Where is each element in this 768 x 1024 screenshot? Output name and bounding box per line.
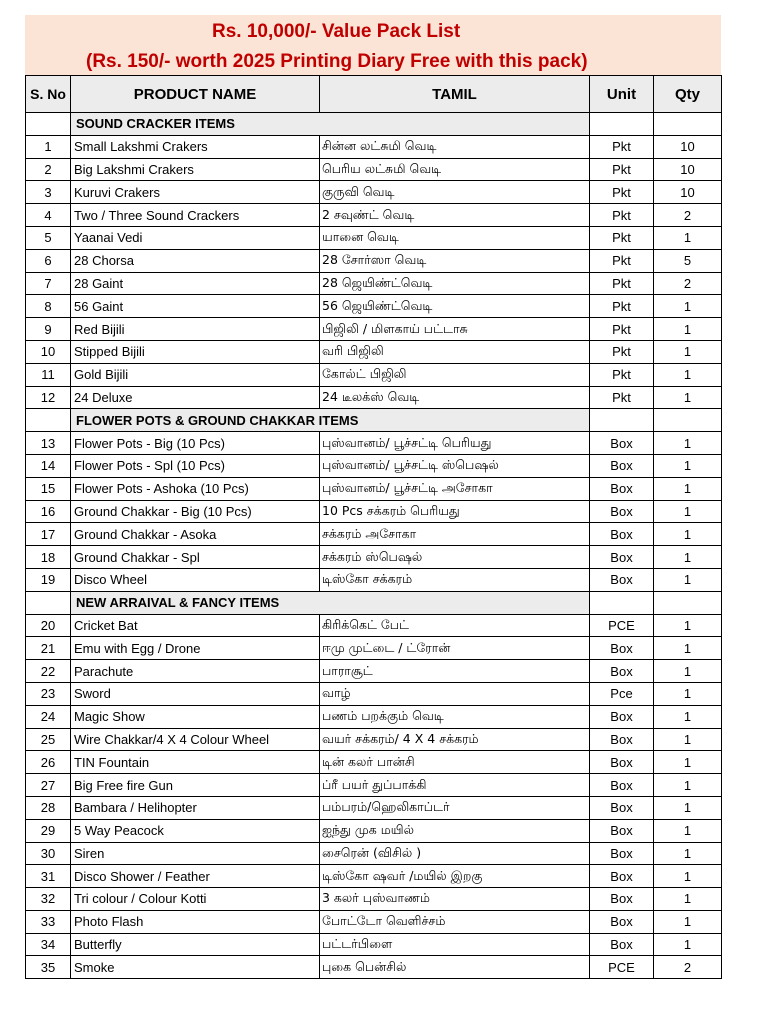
row-tamil-name: டிஸ்கோ சக்கரம் [320,568,590,591]
row-unit: Box [590,865,654,888]
row-tamil-name: டிஸ்கோ ஷவர் /மயில் இறகு [320,865,590,888]
row-qty: 1 [654,318,722,341]
row-product-name: Cricket Bat [71,614,320,637]
table-row [26,888,722,911]
row-tamil-name: ஐந்து முக மயில் [320,819,590,842]
row-product-name: 28 Chorsa [71,249,320,272]
row-qty: 5 [654,249,722,272]
row-product-name: Magic Show [71,705,320,728]
row-unit: Pce [590,682,654,705]
row-product-name: Yaanai Vedi [71,226,320,249]
section-title: FLOWER POTS & GROUND CHAKKAR ITEMS [71,409,590,432]
table-row [26,295,722,318]
column-header-unit: Unit [590,76,654,113]
table-row [26,272,722,295]
row-unit: Box [590,705,654,728]
row-product-name: Sword [71,682,320,705]
row-sno: 8 [26,295,71,318]
row-sno: 12 [26,386,71,409]
row-sno: 4 [26,204,71,227]
row-unit: Box [590,568,654,591]
table-row [26,910,722,933]
table-row [26,614,722,637]
table-row [26,204,722,227]
row-tamil-name: யானை வெடி [320,226,590,249]
row-unit: Pkt [590,386,654,409]
row-sno: 25 [26,728,71,751]
row-tamil-name: சின்ன லட்சுமி வெடி [320,135,590,158]
row-unit: Pkt [590,204,654,227]
row-tamil-name: வயர் சக்கரம்/ 4 X 4 சக்கரம் [320,728,590,751]
row-tamil-name: புஸ்வானம்/ பூச்சட்டி அசோகா [320,477,590,500]
row-product-name: Emu with Egg / Drone [71,637,320,660]
row-product-name: Kuruvi Crakers [71,181,320,204]
table-row [26,386,722,409]
row-tamil-name: சக்கரம் அசோகா [320,523,590,546]
row-qty: 10 [654,158,722,181]
table-row [26,796,722,819]
row-unit: Box [590,933,654,956]
row-sno: 34 [26,933,71,956]
row-tamil-name: 28 சோர்ஸா வெடி [320,249,590,272]
row-unit: Box [590,546,654,569]
table-row [26,660,722,683]
section-row [26,591,722,614]
row-unit: Pkt [590,363,654,386]
row-sno: 21 [26,637,71,660]
row-tamil-name: பம்பரம்/ஹெலிகாப்டர் [320,796,590,819]
row-qty: 1 [654,933,722,956]
row-qty: 1 [654,226,722,249]
row-sno: 30 [26,842,71,865]
page-subtitle: (Rs. 150/- worth 2025 Printing Diary Free with this pack) [86,51,588,72]
row-sno: 1 [26,135,71,158]
row-product-name: Disco Wheel [71,568,320,591]
row-qty: 1 [654,888,722,911]
table-row [26,226,722,249]
table-row [26,774,722,797]
row-sno: 19 [26,568,71,591]
row-sno: 33 [26,910,71,933]
row-product-name: Disco Shower / Feather [71,865,320,888]
row-sno: 22 [26,660,71,683]
row-product-name: Big Free fire Gun [71,774,320,797]
row-qty: 1 [654,363,722,386]
row-unit: Pkt [590,135,654,158]
row-product-name: Big Lakshmi Crakers [71,158,320,181]
row-product-name: Flower Pots - Big (10 Pcs) [71,432,320,455]
row-unit: Box [590,728,654,751]
row-unit: Box [590,774,654,797]
row-product-name: Photo Flash [71,910,320,933]
row-sno: 26 [26,751,71,774]
row-tamil-name: சக்கரம் ஸ்பெஷல் [320,546,590,569]
row-unit: Box [590,660,654,683]
row-sno: 18 [26,546,71,569]
row-qty: 1 [654,454,722,477]
row-sno: 20 [26,614,71,637]
row-qty: 1 [654,614,722,637]
row-tamil-name: 28 ஜெயிண்ட்வெடி [320,272,590,295]
row-unit: Pkt [590,226,654,249]
row-tamil-name: புஸ்வானம்/ பூச்சட்டி ஸ்பெஷல் [320,454,590,477]
row-tamil-name: சைரென் (விசில் ) [320,842,590,865]
row-tamil-name: வாழ் [320,682,590,705]
page-header [25,15,721,75]
row-tamil-name: பணம் பறக்கும் வெடி [320,705,590,728]
row-qty: 1 [654,432,722,455]
row-product-name: Ground Chakkar - Asoka [71,523,320,546]
row-tamil-name: 56 ஜெயிண்ட்வெடி [320,295,590,318]
row-unit: Box [590,842,654,865]
table-row [26,865,722,888]
row-sno: 7 [26,272,71,295]
table-row [26,956,722,979]
row-tamil-name: குருவி வெடி [320,181,590,204]
table-row [26,568,722,591]
row-unit: Box [590,910,654,933]
section-unit-cell [590,591,654,614]
section-row [26,113,722,136]
table-row [26,933,722,956]
row-sno: 24 [26,705,71,728]
row-unit: Pkt [590,272,654,295]
column-header-product: PRODUCT NAME [71,76,320,113]
row-product-name: 24 Deluxe [71,386,320,409]
price-list-sheet [25,15,721,979]
row-sno: 31 [26,865,71,888]
row-sno: 35 [26,956,71,979]
row-unit: Pkt [590,158,654,181]
row-sno: 29 [26,819,71,842]
row-qty: 10 [654,135,722,158]
row-product-name: Siren [71,842,320,865]
row-qty: 1 [654,637,722,660]
row-qty: 2 [654,272,722,295]
row-qty: 1 [654,477,722,500]
table-header-row [26,76,722,113]
row-product-name: Ground Chakkar - Spl [71,546,320,569]
table-row [26,682,722,705]
row-product-name: Parachute [71,660,320,683]
row-sno: 5 [26,226,71,249]
row-unit: Box [590,637,654,660]
section-unit-cell [590,409,654,432]
row-tamil-name: புஸ்வானம்/ பூச்சட்டி பெரியது [320,432,590,455]
row-sno: 15 [26,477,71,500]
row-qty: 1 [654,819,722,842]
row-unit: Box [590,500,654,523]
row-qty: 1 [654,865,722,888]
row-qty: 1 [654,774,722,797]
row-unit: Pkt [590,295,654,318]
row-product-name: Small Lakshmi Crakers [71,135,320,158]
row-qty: 1 [654,705,722,728]
section-unit-cell [590,113,654,136]
row-qty: 2 [654,204,722,227]
row-product-name: Red Bijili [71,318,320,341]
row-unit: Box [590,454,654,477]
row-sno: 10 [26,340,71,363]
row-unit: Box [590,477,654,500]
row-unit: Box [590,751,654,774]
row-qty: 1 [654,910,722,933]
section-row [26,409,722,432]
table-row [26,705,722,728]
row-sno: 9 [26,318,71,341]
table-row [26,432,722,455]
row-tamil-name: புகை பென்சில் [320,956,590,979]
table-row [26,477,722,500]
column-header-sno: S. No [26,76,71,113]
row-tamil-name: போட்டோ வெளிச்சம் [320,910,590,933]
row-sno: 16 [26,500,71,523]
row-qty: 1 [654,386,722,409]
row-tamil-name: ப்ரீ பயர் துப்பாக்கி [320,774,590,797]
row-unit: Box [590,523,654,546]
row-qty: 1 [654,546,722,569]
row-sno: 27 [26,774,71,797]
row-product-name: Wire Chakkar/4 X 4 Colour Wheel [71,728,320,751]
section-title: SOUND CRACKER ITEMS [71,113,590,136]
section-qty-cell [654,113,722,136]
section-sno-cell [26,591,71,614]
section-qty-cell [654,591,722,614]
row-unit: Box [590,888,654,911]
row-unit: Box [590,432,654,455]
row-product-name: 56 Gaint [71,295,320,318]
section-qty-cell [654,409,722,432]
row-qty: 10 [654,181,722,204]
row-product-name: Smoke [71,956,320,979]
row-qty: 1 [654,682,722,705]
row-product-name: TIN Fountain [71,751,320,774]
table-row [26,135,722,158]
row-sno: 6 [26,249,71,272]
table-row [26,751,722,774]
row-sno: 13 [26,432,71,455]
table-row [26,340,722,363]
row-tamil-name: 10 Pcs சக்கரம் பெரியது [320,500,590,523]
row-product-name: Ground Chakkar - Big (10 Pcs) [71,500,320,523]
row-unit: Box [590,819,654,842]
row-product-name: Gold Bijili [71,363,320,386]
table-row [26,158,722,181]
row-qty: 1 [654,842,722,865]
row-sno: 28 [26,796,71,819]
section-sno-cell [26,113,71,136]
row-qty: 1 [654,751,722,774]
row-sno: 17 [26,523,71,546]
row-tamil-name: பாராசூட் [320,660,590,683]
row-tamil-name: 2 சவுண்ட் வெடி [320,204,590,227]
table-row [26,523,722,546]
table-row [26,318,722,341]
row-product-name: Flower Pots - Spl (10 Pcs) [71,454,320,477]
row-product-name: 5 Way Peacock [71,819,320,842]
row-sno: 23 [26,682,71,705]
table-body [26,113,722,979]
row-tamil-name: வரி பிஜிலி [320,340,590,363]
table-row [26,500,722,523]
row-unit: PCE [590,956,654,979]
row-unit: Pkt [590,318,654,341]
column-header-tamil: TAMIL [320,76,590,113]
row-product-name: Bambara / Helihopter [71,796,320,819]
row-tamil-name: 24 டீலக்ஸ் வெடி [320,386,590,409]
table-row [26,363,722,386]
row-product-name: Butterfly [71,933,320,956]
row-sno: 11 [26,363,71,386]
row-qty: 1 [654,660,722,683]
row-product-name: Two / Three Sound Crackers [71,204,320,227]
row-tamil-name: 3 கலர் புஸ்வாணம் [320,888,590,911]
row-tamil-name: பிஜிலி / மிளகாய் பட்டாசு [320,318,590,341]
row-sno: 3 [26,181,71,204]
table-row [26,249,722,272]
row-sno: 32 [26,888,71,911]
row-unit: Pkt [590,249,654,272]
table-row [26,842,722,865]
row-tamil-name: ஈமு முட்டை / ட்ரோன் [320,637,590,660]
row-sno: 2 [26,158,71,181]
row-qty: 1 [654,340,722,363]
page-title: Rs. 10,000/- Value Pack List [212,21,461,42]
table-row [26,181,722,204]
row-product-name: Flower Pots - Ashoka (10 Pcs) [71,477,320,500]
row-unit: Pkt [590,340,654,363]
row-unit: PCE [590,614,654,637]
column-header-qty: Qty [654,76,722,113]
row-tamil-name: பெரிய லட்சுமி வெடி [320,158,590,181]
row-unit: Pkt [590,181,654,204]
row-qty: 1 [654,500,722,523]
row-tamil-name: கிரிக்கெட் பேட் [320,614,590,637]
row-qty: 1 [654,728,722,751]
row-qty: 1 [654,523,722,546]
table-row [26,546,722,569]
section-title: NEW ARRAIVAL & FANCY ITEMS [71,591,590,614]
row-tamil-name: பட்டர்பிளை [320,933,590,956]
product-table [25,75,722,979]
section-sno-cell [26,409,71,432]
row-product-name: Stipped Bijili [71,340,320,363]
row-qty: 1 [654,568,722,591]
table-row [26,637,722,660]
table-row [26,819,722,842]
row-unit: Box [590,796,654,819]
row-product-name: 28 Gaint [71,272,320,295]
table-row [26,454,722,477]
row-qty: 2 [654,956,722,979]
table-row [26,728,722,751]
row-tamil-name: டின் கலர் பான்சி [320,751,590,774]
row-qty: 1 [654,295,722,318]
row-qty: 1 [654,796,722,819]
row-tamil-name: கோல்ட் பிஜிலி [320,363,590,386]
row-sno: 14 [26,454,71,477]
row-product-name: Tri colour / Colour Kotti [71,888,320,911]
